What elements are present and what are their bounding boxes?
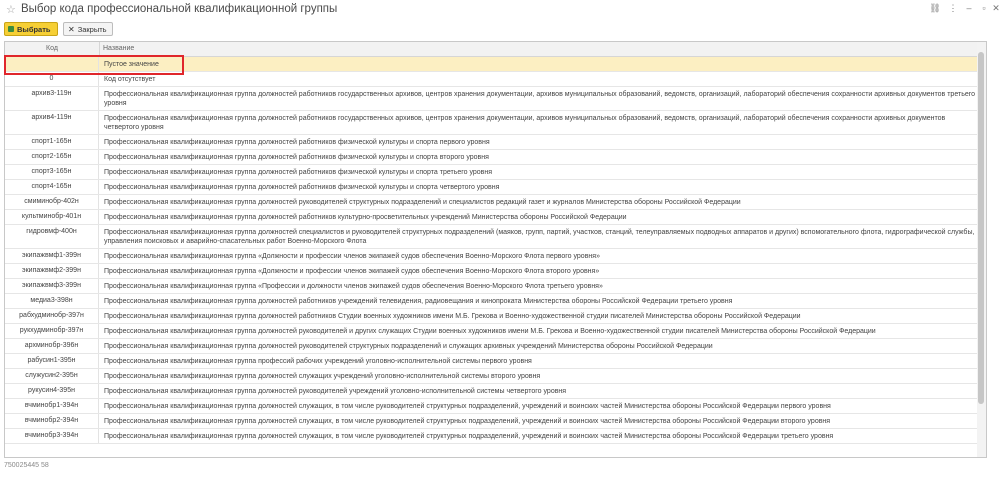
close-button[interactable] (63, 22, 113, 36)
cell-code: экипажвмф2-399н (5, 264, 99, 278)
cell-name: Профессиональная квалификационная группа должностей работников физической культуры и спорта второго уровня (104, 154, 489, 161)
table-row[interactable] (5, 210, 980, 225)
cell-name: Профессиональная квалификационная группа должностей работников Студии военных художников имени М.Б. Грекова и Военно-художественной студии писателей Министерства обороны Российской Федерации (104, 313, 801, 320)
cell-name: Профессиональная квалификационная группа должностей работников учреждений телевидения, радиовещания и кинопроката Министерства обороны Российской Федерации третьего уровня (104, 298, 733, 305)
cell-code: спорт1-165н (5, 135, 99, 149)
table-row[interactable] (5, 294, 980, 309)
table-row[interactable] (5, 324, 980, 339)
cell-name: Профессиональная квалификационная группа должностей руководителей структурных подразделений и служащих архивных учреждений Министерства обороны Российской Федерации (104, 343, 713, 350)
toolbar (0, 20, 1000, 40)
cell-name: Профессиональная квалификационная группа должностей руководителей и других служащих Студии военных художников имени М.Б. Грекова и Военно-художественной студии писателей Министерства обороны Российской Федерации (104, 328, 876, 335)
select-button[interactable] (4, 22, 58, 36)
table-body (5, 57, 980, 444)
table-row[interactable] (5, 150, 980, 165)
select-check-icon (8, 26, 14, 32)
cell-name: Профессиональная квалификационная группа должностей служащих, в том числе руководителей структурных подразделений, учреждений и воинских частей Министерства обороны Российской Федерации третьего уровня (104, 433, 834, 440)
cell-name: Профессиональная квалификационная группа должностей служащих, в том числе руководителей структурных подразделений, учреждений и воинских частей Министерства обороны Российской Федерации второго уровня (104, 418, 831, 425)
cell-name: Профессиональная квалификационная группа «Должности и профессии членов экипажей судов обеспечения Военно-Морского Флота второго уровня» (104, 268, 600, 275)
table-row[interactable] (5, 195, 980, 210)
cell-name: Пустое значение (104, 61, 159, 68)
cell-code: рукусин4-395н (5, 384, 99, 398)
cell-code: рукхудминобр-397н (5, 324, 99, 338)
cell-code: рабусин1-395н (5, 354, 99, 368)
table-row[interactable] (5, 339, 980, 354)
cell-code: вчминобр2-394н (5, 414, 99, 428)
maximize-icon[interactable]: ▫ (982, 3, 986, 13)
cell-code: вчминобр1-394н (5, 399, 99, 413)
background-window-strip (0, 458, 1000, 477)
table-row[interactable] (5, 399, 980, 414)
cell-code: рабхудминобр-397н (5, 309, 99, 323)
column-header-code[interactable]: Код (5, 42, 100, 56)
table-row[interactable] (5, 111, 980, 135)
table-row[interactable] (5, 135, 980, 150)
cell-code: гидровмф-400н (5, 225, 99, 248)
cell-name: Профессиональная квалификационная группа «Должности и профессии членов экипажей судов обеспечения Военно-Морского Флота первого уровня» (104, 253, 600, 260)
cell-name: Профессиональная квалификационная группа должностей работников культурно-просветительных учреждений Министерства обороны Российской Федерации (104, 214, 627, 221)
vertical-scrollbar-thumb[interactable] (978, 52, 984, 404)
cell-code: вчминобр3-394н (5, 429, 99, 443)
background-window-text: 750025445 58 (4, 462, 49, 469)
cell-code: экипажвмф1-399н (5, 249, 99, 263)
cell-code: архив3-119н (5, 87, 99, 110)
cell-name: Профессиональная квалификационная группа должностей служащих учреждений уголовно-исполнительной системы второго уровня (104, 373, 541, 380)
cell-code: 0 (5, 72, 99, 86)
codes-table (4, 41, 987, 458)
highlight-box (4, 55, 184, 75)
table-row[interactable] (5, 264, 980, 279)
table-row[interactable] (5, 180, 980, 195)
more-icon[interactable]: ⋮ (948, 3, 958, 13)
cell-name: Профессиональная квалификационная группа должностей руководителей учреждений уголовно-исполнительной системы четвертого уровня (104, 388, 567, 395)
table-row[interactable] (5, 429, 980, 444)
table-row[interactable] (5, 279, 980, 294)
cell-code: спорт2-165н (5, 150, 99, 164)
cell-code: архив4-119н (5, 111, 99, 134)
window-title: Выбор кода профессиональной квалификационной группы (21, 3, 338, 15)
cell-name: Профессиональная квалификационная группа профессий рабочих учреждений уголовно-исполнительной системы первого уровня (104, 358, 532, 365)
table-row[interactable] (5, 249, 980, 264)
table-row[interactable] (5, 165, 980, 180)
table-row[interactable] (5, 384, 980, 399)
close-button-label: Закрыть (77, 24, 107, 34)
table-row[interactable] (5, 87, 980, 111)
cell-code: архминобр-396н (5, 339, 99, 353)
cell-code: культминобр-401н (5, 210, 99, 224)
column-header-name[interactable]: Название (103, 45, 135, 52)
table-row[interactable] (5, 369, 980, 384)
cell-name: Профессиональная квалификационная группа должностей работников государственных архивов, центров хранения документации, архивов муниципальных образований, ведомств, организаций, лабораторий обеспечения сохранности архивных документов четвертого уровня (104, 115, 946, 131)
cell-name: Профессиональная квалификационная группа должностей работников государственных архивов, центров хранения документации, архивов муниципальных образований, ведомств, организаций, лабораторий обеспечения сохранности архивных документов третьего уровня (104, 91, 976, 107)
table-row[interactable] (5, 354, 980, 369)
title-bar (0, 0, 1000, 20)
cell-name: Профессиональная квалификационная группа должностей руководителей структурных подразделений и специалистов редакций газет и журналов Министерства обороны Российской Федерации (104, 199, 741, 206)
table-row[interactable] (5, 309, 980, 324)
cell-name: Профессиональная квалификационная группа должностей специалистов и руководителей структурных подразделений (маяков, групп, партий, участков, станций, телеуправляемых подводных аппаратов и других) вспомогательного флота, гидрографической службы, управления поисковых и аварийно-спасательных работ Военно-Морского Флота (104, 229, 975, 245)
cell-name: Код отсутствует (104, 76, 156, 83)
select-button-label: Выбрать (17, 24, 51, 34)
close-x-icon: ✕ (68, 24, 75, 34)
favorite-star-icon[interactable]: ☆ (6, 4, 16, 16)
link-icon[interactable]: ⛓ (929, 3, 941, 13)
minimize-icon[interactable]: – (966, 3, 972, 13)
close-window-icon[interactable]: ✕ (992, 3, 1000, 13)
cell-code: экипажвмф3-399н (5, 279, 99, 293)
cell-code: спорт3-165н (5, 165, 99, 179)
cell-name: Профессиональная квалификационная группа должностей работников физической культуры и спорта третьего уровня (104, 169, 493, 176)
table-row[interactable] (5, 414, 980, 429)
cell-name: Профессиональная квалификационная группа должностей служащих, в том числе руководителей структурных подразделений, учреждений и воинских частей Министерства обороны Российской Федерации первого уровня (104, 403, 831, 410)
cell-name: Профессиональная квалификационная группа должностей работников физической культуры и спорта первого уровня (104, 139, 490, 146)
cell-name: Профессиональная квалификационная группа должностей работников физической культуры и спорта четвертого уровня (104, 184, 500, 191)
cell-code: смиминобр-402н (5, 195, 99, 209)
cell-name: Профессиональная квалификационная группа «Профессии и должности членов экипажей судов обеспечения Военно-Морского Флота третьего уровня» (104, 283, 603, 290)
cell-code: спорт4-165н (5, 180, 99, 194)
cell-code: служусин2-395н (5, 369, 99, 383)
cell-code: медиа3-398н (5, 294, 99, 308)
table-row[interactable] (5, 225, 980, 249)
